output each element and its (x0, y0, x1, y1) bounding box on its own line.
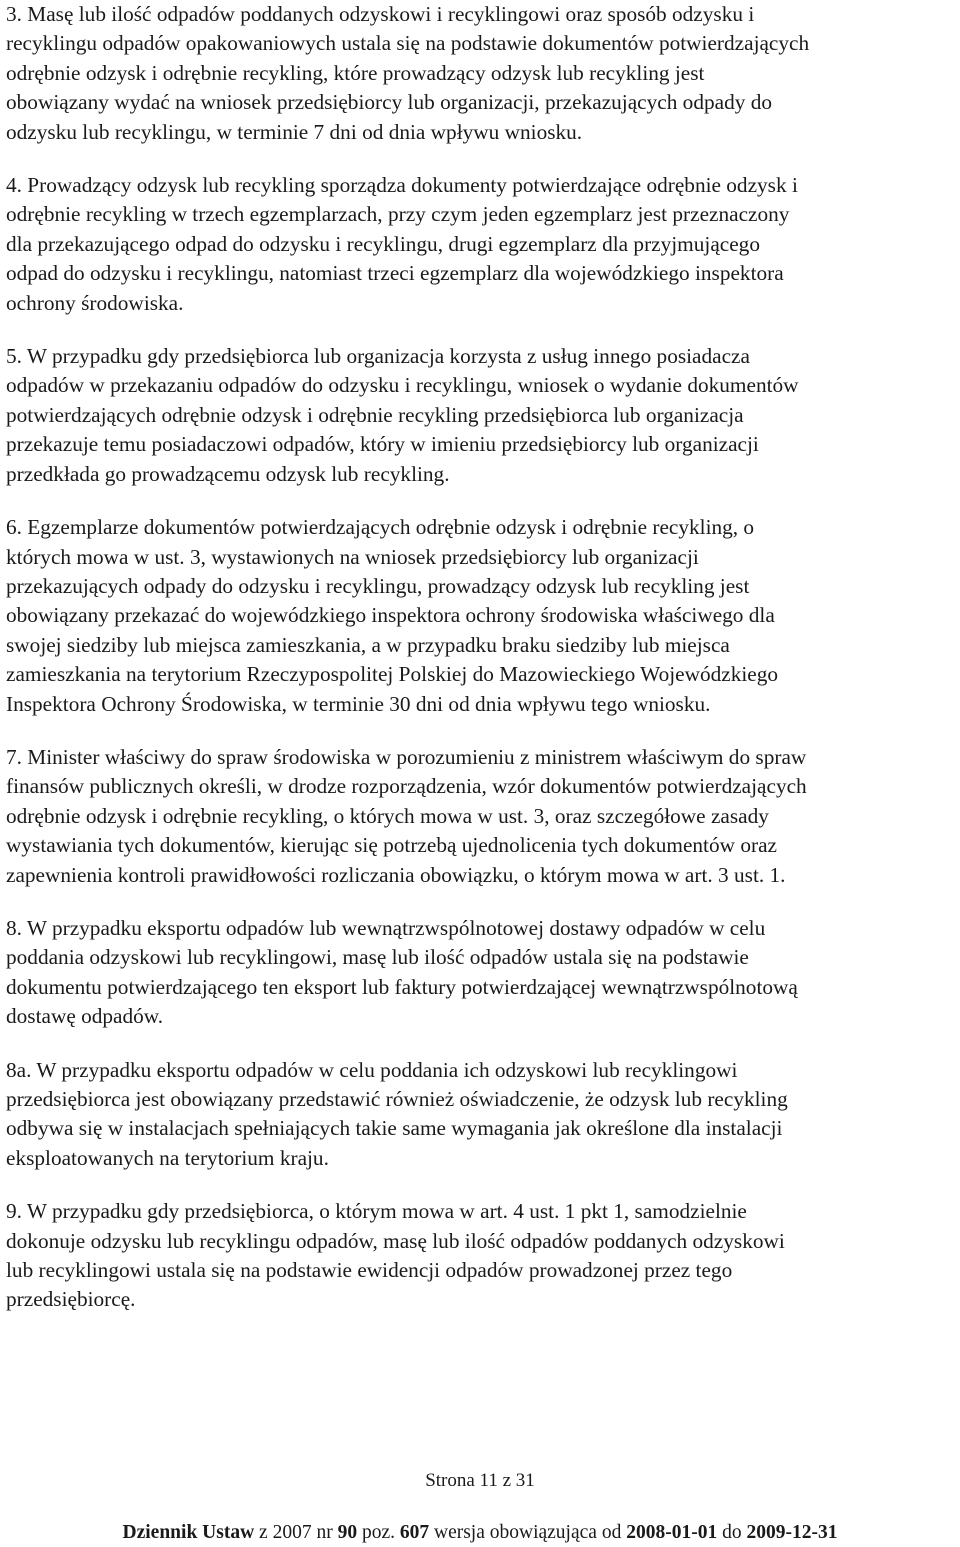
text-line: odrębnie odzysk i odrębnie recykling, o których mowa w ust. 3, oraz szczegółowe zasady (6, 803, 769, 828)
text-line: poddania odzyskowi lub recyklingowi, masę lub ilość odpadów ustala się na podstawie (6, 945, 749, 970)
text-line: 6. Egzemplarze dokumentów potwierdzających odrębnie odzysk i odrębnie recykling, o (6, 515, 755, 540)
text-line: Inspektora Ochrony Środowiska, w terminie 30 dni od dnia wpływu tego wniosku. (6, 691, 711, 716)
text-line: 9. W przypadku gdy przedsiębiorca, o którym mowa w art. 4 ust. 1 pkt 1, samodzielnie (6, 1199, 747, 1224)
text-line: ochrony środowiska. (6, 290, 184, 315)
text-line: odzysku lub recyklingu, w terminie 7 dni od dnia wpływu wniosku. (6, 119, 583, 144)
text-line: odpad do odzysku i recyklingu, natomiast trzeci egzemplarz dla wojewódzkiego inspektora (6, 261, 784, 286)
journal-year: z 2007 nr (254, 1522, 338, 1543)
document-body (6, 0, 954, 1339)
text-line: obowiązany wydać na wniosek przedsiębiorcy lub organizacji, przekazujących odpady do (6, 90, 773, 115)
valid-to-date: 2009-12-31 (746, 1522, 838, 1543)
text-line: zapewnienia kontroli prawidłowości rozliczania obowiązku, o którym mowa w art. 3 ust. 1. (6, 862, 786, 887)
text-line: przekazuje temu posiadaczowi odpadów, który w imieniu przedsiębiorcy lub organizacji (6, 432, 759, 457)
text-line: 7. Minister właściwy do spraw środowiska w porozumieniu z ministrem właściwym do spraw (6, 744, 807, 769)
journal-position: 607 (399, 1522, 430, 1543)
valid-from-date: 2008-01-01 (626, 1522, 718, 1543)
text-line: których mowa w ust. 3, wystawionych na wniosek przedsiębiorcy lub organizacji (6, 544, 699, 569)
text-line: 4. Prowadzący odzysk lub recykling sporządza dokumenty potwierdzające odrębnie odzysk i (6, 173, 798, 198)
page-number: Strona 11 z 31 (425, 1470, 535, 1491)
journal-version-label: wersja obowiązująca od (429, 1522, 627, 1543)
text-line: eksploatowanych na terytorium kraju. (6, 1145, 329, 1170)
text-line: 8a. W przypadku eksportu odpadów w celu poddania ich odzyskowi lub recyklingowi (6, 1057, 738, 1082)
text-line: odrębnie odzysk i odrębnie recykling, które prowadzący odzysk lub recykling jest (6, 60, 705, 85)
journal-name: Dziennik Ustaw (122, 1522, 255, 1543)
text-line: finansów publicznych określi, w drodze rozporządzenia, wzór dokumentów potwierdzających (6, 774, 807, 799)
text-line: dla przekazującego odpad do odzysku i recyklingu, drugi egzemplarz dla przyjmującego (6, 231, 760, 256)
text-line: potwierdzających odrębnie odzysk i odrębnie recykling przedsiębiorca lub organizacja (6, 402, 744, 427)
journal-pos-label: poz. (357, 1522, 400, 1543)
journal-footer (0, 1521, 960, 1545)
paragraph-6 (6, 513, 954, 719)
text-line: wystawiania tych dokumentów, kierując się potrzebą ujednolicenia tych dokumentów oraz (6, 833, 777, 858)
text-line: odrębnie recykling w trzech egzemplarzach, przy czym jeden egzemplarz jest przeznaczony (6, 202, 790, 227)
text-line: przekazujących odpady do odzysku i recyklingu, prowadzący odzysk lub recykling jest (6, 573, 750, 598)
text-line: recyklingu odpadów opakowaniowych ustala się na podstawie dokumentów potwierdzających (6, 31, 810, 56)
text-line: przedsiębiorcę. (6, 1287, 136, 1312)
text-line: odpadów w przekazaniu odpadów do odzysku i recyklingu, wniosek o wydanie dokumentów (6, 373, 799, 398)
text-line: dokumentu potwierdzającego ten eksport lub faktury potwierdzającej wewnątrzwspólnotową (6, 974, 798, 999)
paragraph-8 (6, 914, 954, 1032)
paragraph-9 (6, 1197, 954, 1315)
text-line: 5. W przypadku gdy przedsiębiorca lub organizacja korzysta z usług innego posiadacza (6, 344, 750, 369)
paragraph-8a (6, 1056, 954, 1174)
paragraph-4 (6, 171, 954, 318)
text-line: swojej siedziby lub miejsca zamieszkania, a w przypadku braku siedziby lub miejsca (6, 632, 730, 657)
journal-number: 90 (337, 1522, 358, 1543)
text-line: dostawę odpadów. (6, 1004, 164, 1029)
text-line: przedsiębiorca jest obowiązany przedstawić również oświadczenie, że odzysk lub recykling (6, 1087, 788, 1111)
text-line: lub recyklingowi ustala się na podstawie ewidencji odpadów prowadzonej przez tego (6, 1258, 733, 1283)
text-line: odbywa się w instalacjach spełniających takie same wymagania jak określone dla instalacji (6, 1116, 783, 1141)
text-line: 8. W przypadku eksportu odpadów lub wewnątrzwspólnotowej dostawy odpadów w celu (6, 915, 766, 940)
text-line: dokonuje odzysku lub recyklingu odpadów, masę lub ilość odpadów poddanych odzyskowi (6, 1228, 785, 1253)
paragraph-5 (6, 342, 954, 489)
paragraph-3 (6, 0, 954, 147)
journal-to-label: do (717, 1522, 747, 1543)
text-line: obowiązany przekazać do wojewódzkiego inspektora ochrony środowiska właściwego dla (6, 603, 775, 628)
text-line: zamieszkania na terytorium Rzeczypospolitej Polskiej do Mazowieckiego Wojewódzkiego (6, 662, 779, 687)
paragraph-7 (6, 743, 954, 890)
text-line: 3. Masę lub ilość odpadów poddanych odzyskowi i recyklingowi oraz sposób odzysku i (6, 2, 755, 26)
text-line: przedkłada go prowadzącemu odzysk lub recykling. (6, 461, 450, 486)
